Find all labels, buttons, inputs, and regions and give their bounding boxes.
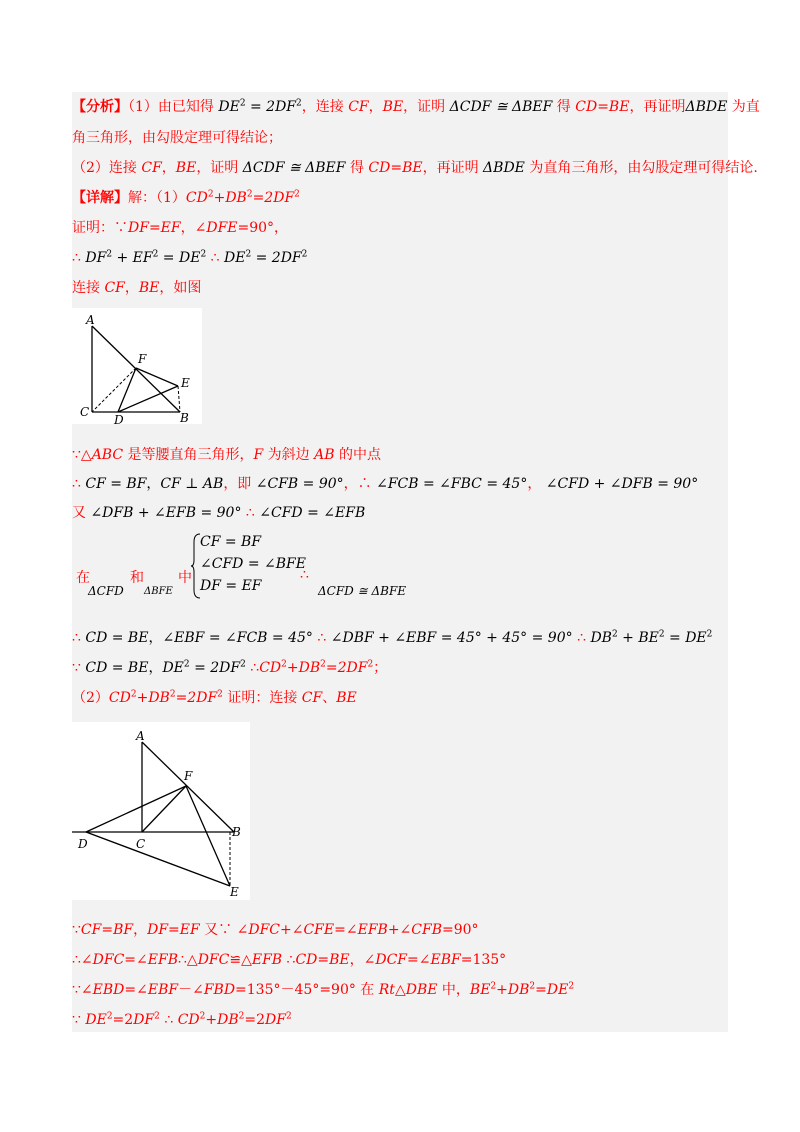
word-he: 和: [130, 570, 144, 586]
text-run: ∴: [312, 630, 331, 646]
text-run: 2: [245, 249, 252, 260]
text-run: EFB: [147, 952, 178, 968]
text-run: CF: [348, 99, 369, 115]
text-run: －∠: [178, 982, 204, 998]
text-run: 2: [568, 981, 575, 992]
proof-line-8: [72, 658, 728, 678]
text-run: FBD: [203, 982, 236, 998]
part2-line-2: [72, 920, 728, 940]
text-run: （2）连接: [72, 160, 142, 176]
text-run: ，再证明: [422, 160, 484, 176]
part2-line-4: [72, 980, 728, 1000]
proof-line-4: [72, 445, 728, 465]
text-run: =∠: [124, 952, 148, 968]
text-run: 2: [207, 189, 214, 200]
figure-1: [72, 308, 202, 424]
text-run: 2: [199, 1011, 206, 1022]
text-run: EBF: [430, 952, 461, 968]
text-run: CD = BE: [85, 660, 149, 676]
text-run: 2: [490, 981, 497, 992]
triangle-bfe-label: ΔBFE: [144, 586, 173, 597]
text-run: +: [205, 1012, 218, 1028]
text-run: 2: [154, 1011, 160, 1022]
text-run: ∴∠: [72, 952, 93, 968]
proof-line-5: [72, 474, 728, 494]
text-run: 为直: [727, 99, 760, 115]
text-run: BE: [138, 280, 160, 296]
part2-line-5: [72, 1010, 728, 1030]
text-run: 2: [529, 981, 536, 992]
text-run: CFB: [411, 922, 443, 938]
text-run: CFE: [303, 922, 335, 938]
text-run: 2: [106, 249, 113, 260]
text-run: CD: [177, 1012, 200, 1028]
text-run: =2DF: [325, 660, 368, 676]
text-run: 得: [345, 160, 369, 176]
fig2-label-B: B: [232, 825, 241, 839]
text-run: ∴: [72, 630, 86, 646]
text-run: CD = BE: [85, 630, 149, 646]
part2-line-3: [72, 950, 728, 970]
text-run: ∠CFD = ∠EFB: [259, 505, 366, 521]
text-run: ∠DFB + ∠EFB = 90°: [90, 505, 242, 521]
fig2-label-A: A: [136, 729, 145, 743]
congruence-conclusion: ΔCFD ≅ ΔBFE: [318, 584, 407, 598]
text-run: =90°: [442, 922, 479, 938]
text-run: ，: [161, 160, 176, 176]
text-run: ∴: [72, 250, 86, 266]
text-run: 【详解】: [72, 190, 128, 206]
text-run: EBF: [147, 982, 179, 998]
text-run: BE: [382, 99, 404, 115]
text-run: ΔBDE: [685, 99, 728, 115]
text-run: + EF: [112, 250, 153, 266]
text-run: DE: [546, 982, 569, 998]
text-run: 2: [200, 249, 207, 260]
text-run: （1）由已知得: [128, 99, 219, 115]
text-run: ，: [148, 630, 163, 646]
proof-line-7: [72, 628, 728, 648]
text-run: ∵: [72, 660, 86, 676]
text-run: DF: [85, 250, 107, 266]
text-run: 证明：∵: [72, 220, 128, 236]
fig2-label-E: E: [230, 885, 239, 899]
text-run: ΔCDF ≅ ΔBEF: [242, 160, 346, 176]
fig2-label-C: C: [136, 837, 146, 851]
text-run: 2: [152, 249, 159, 260]
text-run: 2: [169, 689, 176, 700]
text-run: =2DF: [175, 690, 218, 706]
text-run: 【分析】: [72, 99, 128, 115]
text-run: BE: [336, 690, 357, 706]
text-run: ABC: [91, 447, 124, 463]
text-run: = DE: [664, 630, 707, 646]
text-run: DF: [133, 1012, 155, 1028]
text-run: CF: [301, 690, 323, 706]
analysis-line-1: [72, 97, 760, 117]
text-run: BE: [469, 982, 491, 998]
fig1-label-B: B: [180, 411, 189, 424]
therefore-symbol: ∴: [300, 567, 309, 583]
text-run: 2: [130, 689, 137, 700]
text-run: DF=EF: [147, 922, 200, 938]
text-run: 2: [611, 629, 618, 640]
text-run: ，: [148, 660, 163, 676]
text-run: 是等腰直角三角形，: [123, 447, 254, 463]
text-run: = 2DF: [251, 250, 302, 266]
text-run: 2: [246, 189, 253, 200]
text-run: ，证明: [403, 99, 450, 115]
text-run: CD: [185, 190, 208, 206]
text-run: ∠CFD + ∠DFB = 90°: [545, 476, 699, 492]
text-run: ，: [133, 922, 148, 938]
text-run: DF: [264, 1012, 286, 1028]
text-run: 为直角三角形，由勾股定理可得结论.: [524, 160, 758, 176]
text-run: CF=BF: [80, 922, 134, 938]
text-run: +DB: [286, 660, 321, 676]
detail-line-1: [72, 188, 728, 208]
text-run: =135°－45°=90° 在: [235, 982, 379, 998]
text-run: =: [535, 982, 547, 998]
figure-2-svg: [72, 722, 250, 900]
fig1-label-E: E: [181, 376, 190, 390]
text-run: ∵: [72, 1012, 86, 1028]
proof-line-2: [72, 248, 728, 268]
text-run: 2: [367, 659, 374, 670]
text-run: CF: [104, 280, 125, 296]
text-run: DBE: [405, 982, 438, 998]
text-run: CD: [259, 660, 282, 676]
figure-2: [72, 722, 250, 900]
text-run: DFC: [92, 952, 125, 968]
text-run: 角三角形，由勾股定理可得结论；: [72, 130, 282, 146]
text-run: ∠CFB = 90°: [255, 476, 344, 492]
text-run: 中，: [437, 982, 470, 998]
text-run: ，再证明: [629, 99, 686, 115]
text-run: CF ⊥ AB: [160, 476, 224, 492]
text-run: +DB: [136, 690, 170, 706]
text-run: ；: [373, 660, 388, 676]
text-run: ΔCDF ≅ ΔBEF: [449, 99, 553, 115]
text-run: ∴: [282, 952, 296, 968]
text-run: +∠: [280, 922, 304, 938]
text-run: ，即: [223, 476, 256, 492]
text-run: DFC: [248, 922, 280, 938]
text-run: AB: [314, 447, 335, 463]
proof-line-6: [72, 503, 728, 523]
text-run: =90°，: [237, 220, 289, 236]
text-run: +: [496, 982, 508, 998]
text-run: CD=BE: [295, 952, 350, 968]
text-run: DE: [85, 1012, 107, 1028]
figure-1-svg: [72, 308, 202, 424]
text-run: ，: [368, 99, 383, 115]
text-run: DCF: [375, 952, 408, 968]
text-run: 2: [296, 98, 302, 109]
text-run: 2: [706, 629, 713, 640]
text-run: DF=EF: [128, 220, 181, 236]
word-zai: 在: [76, 570, 90, 586]
text-run: Rt: [378, 982, 395, 998]
text-run: ∵: [72, 922, 81, 938]
analysis-line-2: [72, 128, 728, 148]
text-run: ∵△: [72, 447, 92, 463]
text-run: EFB: [251, 952, 283, 968]
text-run: CF = BF: [85, 476, 147, 492]
text-run: ，如图: [159, 280, 202, 296]
text-run: F: [253, 447, 264, 463]
text-run: =∠: [124, 982, 148, 998]
text-run: 又: [72, 505, 91, 521]
part2-line-1: [72, 688, 728, 708]
text-run: +∠: [387, 922, 412, 938]
text-run: ∴: [241, 505, 260, 521]
text-run: DB: [590, 630, 612, 646]
text-run: + BE: [617, 630, 659, 646]
text-run: =2: [112, 1012, 134, 1028]
text-run: = DE: [158, 250, 201, 266]
text-run: 2: [239, 98, 246, 109]
text-run: ，∠: [180, 220, 207, 236]
fig2-label-F: F: [184, 769, 193, 783]
text-run: DE: [223, 250, 246, 266]
text-run: 2: [658, 629, 665, 640]
text-run: 2: [106, 1011, 113, 1022]
text-run: EFB: [357, 922, 388, 938]
text-run: ，: [146, 476, 161, 492]
text-run: ，证明: [196, 160, 243, 176]
text-run: 证明：连接: [222, 690, 302, 706]
triangle-cfd-label: ΔCFD: [88, 584, 124, 598]
text-run: =135°: [460, 952, 507, 968]
text-run: ≌△: [229, 952, 252, 968]
text-run: 、: [322, 690, 337, 706]
text-run: 2: [240, 659, 246, 670]
text-run: ∴: [206, 250, 224, 266]
proof-line-3: [72, 278, 728, 298]
text-run: =2: [244, 1012, 265, 1028]
text-run: ∴: [72, 476, 86, 492]
text-run: ，: [527, 476, 546, 492]
text-run: ∴: [245, 660, 260, 676]
fig2-label-D: D: [78, 837, 88, 851]
fig1-label-C: C: [80, 405, 90, 419]
text-run: ，∠: [349, 952, 376, 968]
text-run: DB: [217, 1012, 239, 1028]
text-run: 解：（1）: [128, 190, 186, 206]
text-run: 2: [238, 1011, 245, 1022]
text-run: △: [394, 982, 406, 998]
text-run: CF: [141, 160, 162, 176]
text-run: 为斜边: [263, 447, 315, 463]
text-run: ∴: [159, 1012, 178, 1028]
text-run: ∠EBF = ∠FCB = 45°: [162, 630, 313, 646]
proof-line-1: [72, 218, 728, 238]
word-zhong: 中: [178, 570, 192, 586]
text-run: CD=BE: [575, 99, 630, 115]
text-run: DFE: [206, 220, 238, 236]
condition-1: CF = BF: [200, 534, 262, 550]
text-run: CD: [108, 690, 131, 706]
text-run: ∴△: [178, 952, 198, 968]
text-run: +DB: [213, 190, 247, 206]
text-run: = 2DF: [189, 660, 241, 676]
text-run: 2: [294, 189, 300, 200]
text-run: DE: [162, 660, 184, 676]
text-run: DB: [507, 982, 530, 998]
text-run: =2DF: [252, 190, 295, 206]
text-run: = 2DF: [245, 99, 297, 115]
text-run: 又∵ ∠: [199, 922, 249, 938]
text-run: 的中点: [334, 447, 381, 463]
text-run: BE: [175, 160, 197, 176]
text-run: ∠FCB = ∠FBC = 45°: [376, 476, 528, 492]
text-run: （2）: [72, 690, 109, 706]
text-run: ，∴: [343, 476, 377, 492]
text-run: ∠DBF + ∠EBF = 45° + 45° = 90°: [330, 630, 573, 646]
fig1-label-A: A: [86, 313, 95, 327]
text-run: CD=BE: [368, 160, 423, 176]
text-run: DE: [218, 99, 240, 115]
text-run: 连接: [72, 280, 105, 296]
condition-2: ∠CFD = ∠BFE: [200, 556, 306, 572]
text-run: ，连接: [301, 99, 349, 115]
text-run: EBD: [92, 982, 125, 998]
text-run: ，: [124, 280, 139, 296]
text-run: =∠: [407, 952, 431, 968]
text-run: 2: [285, 1011, 292, 1022]
text-run: DFC: [197, 952, 230, 968]
text-run: 2: [320, 659, 326, 670]
text-run: ∴: [572, 630, 591, 646]
text-run: 2: [183, 659, 190, 670]
text-run: =∠: [334, 922, 358, 938]
text-run: 2: [217, 689, 223, 700]
text-run: 2: [281, 659, 287, 670]
fig1-label-D: D: [114, 413, 124, 424]
condition-3: DF = EF: [200, 578, 262, 594]
text-run: ΔBDE: [483, 160, 525, 176]
text-run: 得: [552, 99, 576, 115]
fig1-label-F: F: [138, 352, 147, 366]
text-run: 2: [301, 249, 308, 260]
analysis-line-3: [72, 158, 758, 178]
text-run: ∵∠: [72, 982, 93, 998]
